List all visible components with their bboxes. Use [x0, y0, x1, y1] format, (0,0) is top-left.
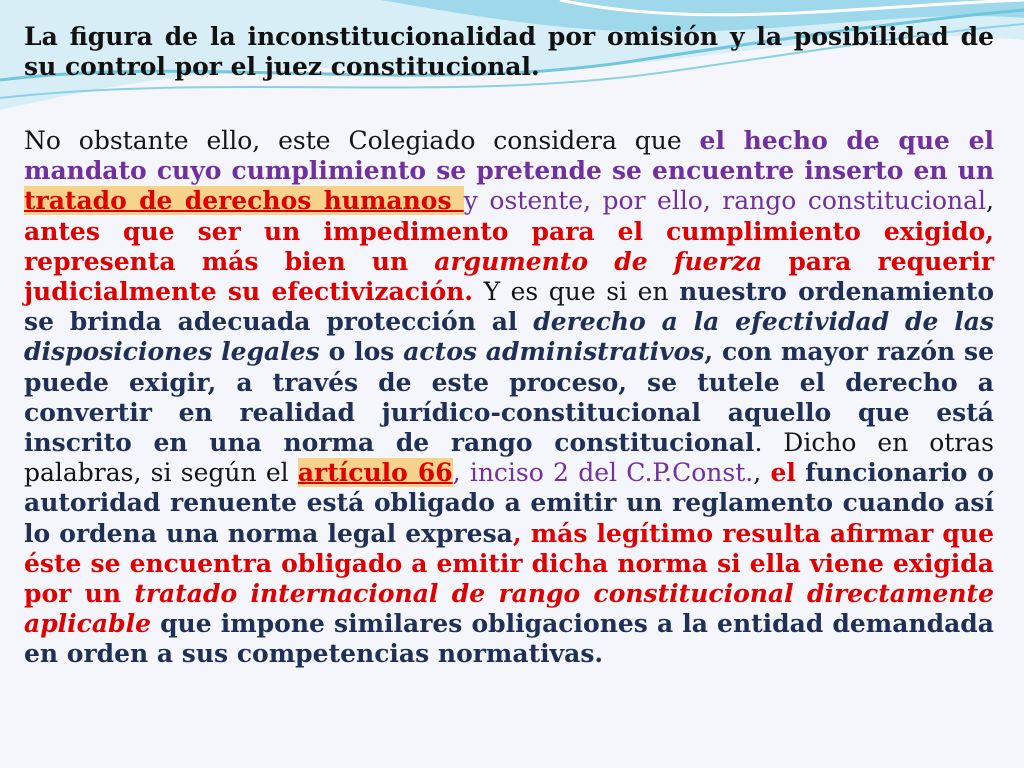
text-segment: . Dicho en otras palabras, si según el — [24, 428, 994, 488]
text-segment: para requerir judicialmente su efectivización. — [24, 246, 995, 307]
text-segment: antes que ser un impedimento para el cumplimiento exigido, representa más bien un — [24, 216, 994, 276]
slide-title: La figura de la inconstitucionalidad por omisión y la posibilidad de su control por el juez constitucional. — [24, 22, 994, 81]
text-segment: tratado internacional de rango constitucional directamente aplicable — [24, 579, 994, 639]
text-segment: y ostente, por ello, rango constitucional — [463, 186, 987, 216]
text-segment: Y es que si en — [473, 277, 680, 307]
text-segment: , — [753, 458, 771, 488]
text-segment: el hecho de que el mandato cuyo cumplimiento se pretende se encuentre inserto en un — [24, 126, 994, 186]
text-segment: el — [770, 458, 796, 488]
text-segment: argumento de fuerza — [434, 246, 763, 276]
text-segment: funcionario o autoridad renuente está obligado a emitir un reglamento cuando así lo ordena una norma legal expresa — [24, 458, 994, 548]
text-segment: o los — [319, 337, 404, 367]
text-segment: , con mayor razón se puede exigir, a través de este proceso, se tutele el derecho a convertir en realidad jurídico-constitucional aquello que está inscrito en una norma de rango constitucional — [24, 337, 994, 458]
text-segment: , — [986, 186, 994, 216]
text-segment: artículo 66 — [297, 458, 453, 488]
text-segment: actos administrativos — [403, 337, 705, 367]
slide-body-paragraph — [24, 126, 994, 670]
text-segment: derecho a la efectividad de las disposiciones legales — [24, 307, 994, 367]
text-segment: , inciso 2 del C.P.Const. — [452, 458, 754, 488]
text-segment: No obstante ello, este Colegiado considera que — [24, 126, 700, 155]
text-segment: nuestro ordenamiento se brinda adecuada protección al — [24, 277, 994, 337]
text-segment: tratado de derechos humanos — [24, 186, 464, 216]
text-segment — [796, 458, 805, 487]
text-segment: que impone similares obligaciones a la entidad demandada en orden a sus competencias normativas. — [24, 609, 994, 669]
text-segment: , más legítimo resulta afirmar que éste se encuentra obligado a emitir dicha norma si ella viene exigida por un — [24, 518, 994, 609]
